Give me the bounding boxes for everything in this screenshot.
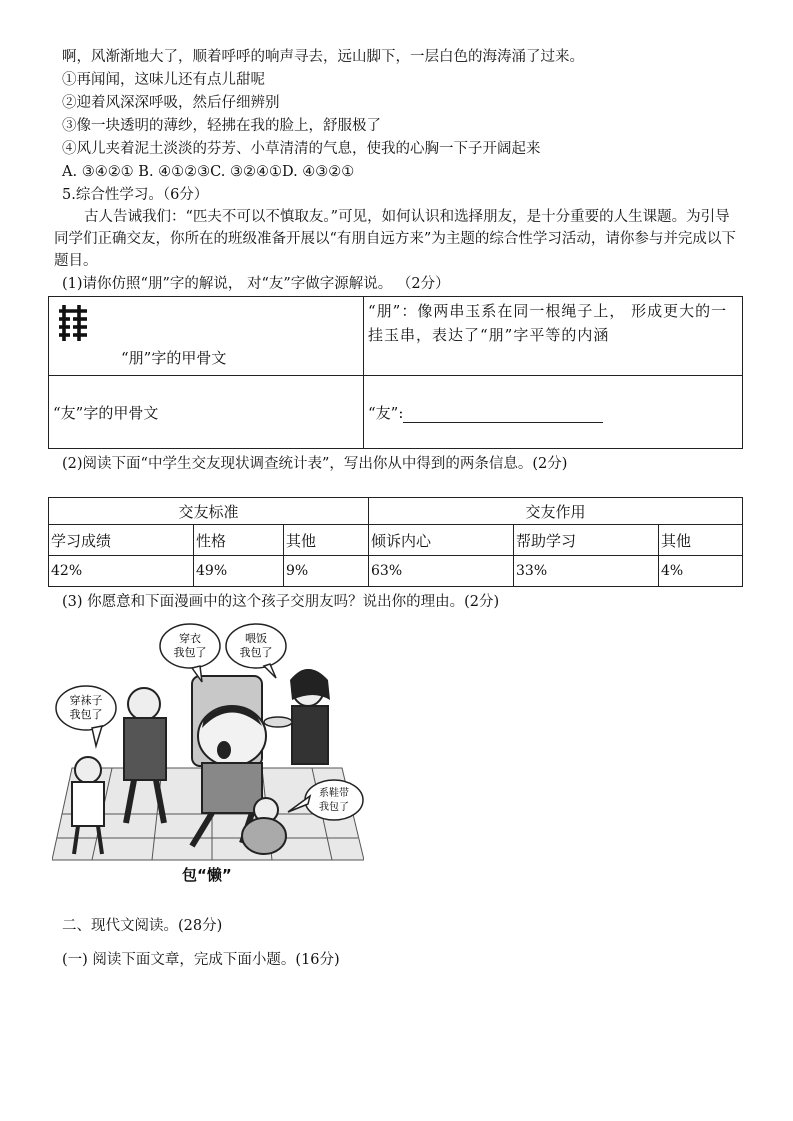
peng-cell	[49, 297, 364, 376]
intro-line: 啊，风渐渐地大了，顺着呼呼的响声寻去，远山脚下，一层白色的海涛涌了过来。	[62, 49, 584, 65]
option-item-3: ③像一块透明的薄纱，轻拂在我的脸上，舒服极了	[62, 118, 381, 134]
option-item-4: ④风儿夹着泥土淡淡的芬芳、小草清清的气息，使我的心胸一下子开阔起来	[62, 141, 541, 157]
value-cell: 42%	[49, 556, 194, 587]
col-header: 其他	[284, 525, 369, 556]
answer-blank[interactable]	[403, 406, 603, 423]
bubble-1-line-2: 我包了	[173, 646, 207, 659]
cartoon-caption: 包“懒”	[182, 866, 232, 884]
woman-figure	[264, 669, 330, 764]
speech-bubble-2	[226, 624, 286, 678]
bubble-2-line-1: 喂饭	[245, 632, 267, 645]
col-header: 性格	[194, 525, 284, 556]
section-2-subtitle: (一) 阅读下面文章，完成下面小题。(16分)	[62, 952, 340, 968]
peng-oracle-glyph-icon	[57, 303, 91, 343]
peng-definition-cell	[364, 297, 743, 376]
bubble-3-line-1: 穿袜子	[69, 694, 103, 707]
bubble-2-line-2: 我包了	[239, 646, 273, 659]
survey-table	[48, 497, 743, 587]
you-answer-cell	[364, 376, 743, 449]
q5-title: 5.综合性学习。（6分）	[62, 187, 209, 203]
value-cell: 9%	[284, 556, 369, 587]
speech-bubble-3	[56, 686, 116, 746]
answer-options: A. ③④②① B. ④①②③C. ③②④①D. ④③②①	[62, 164, 355, 180]
character-table	[48, 296, 743, 449]
col-header: 学习成绩	[49, 525, 194, 556]
value-cell: 63%	[369, 556, 514, 587]
value-cell: 33%	[514, 556, 659, 587]
value-cell: 49%	[194, 556, 284, 587]
bubble-4-line-2: 我包了	[319, 802, 349, 813]
q2-text: (2)阅读下面“中学生交友现状调查统计表”，写出你从中得到的两条信息。(2分)	[62, 456, 568, 472]
peng-label: “朋”字的甲骨文	[121, 349, 227, 367]
option-item-1: ①再闻闻，这味儿还有点儿甜呢	[62, 72, 265, 88]
bubble-1-line-1: 穿衣	[179, 632, 201, 645]
you-label-cell	[49, 376, 364, 449]
bubble-4-line-1: 系鞋带	[319, 788, 349, 799]
you-label: “友”字的甲骨文	[53, 403, 159, 422]
q3-text: (3) 你愿意和下面漫画中的这个孩子交朋友吗？说出你的理由。(2分)	[62, 594, 500, 610]
col-header: 帮助学习	[514, 525, 659, 556]
group-header-effect: 交友作用	[369, 498, 743, 525]
option-item-2: ②迎着风深深呼吸，然后仔细辨别	[62, 95, 280, 111]
q1-text: (1)请你仿照“朋”字的解说， 对“友”字做字源解说。 （2分）	[62, 276, 450, 292]
q5-intro-paragraph	[54, 206, 744, 272]
speech-bubble-1	[160, 624, 220, 682]
you-prefix: “友”:	[368, 403, 404, 422]
col-header: 倾诉内心	[369, 525, 514, 556]
section-2-title: 二、现代文阅读。(28分)	[62, 918, 223, 934]
cartoon-illustration	[52, 618, 364, 888]
col-header: 其他	[659, 525, 743, 556]
peng-definition: “朋”：像两串玉系在同一根绳子上， 形成更大的一挂玉串，表达了“朋”字平等的内涵	[368, 302, 728, 344]
value-cell: 4%	[659, 556, 743, 587]
q5-intro-text: 古人告诫我们：“匹夫不可以不慎取友。”可见，如何认识和选择朋友，是十分重要的人生课题。为引导同学们正确交友，你所在的班级准备开展以“有朋自远方来”为主题的综合性学习活动，请你参与并完成以下题目。	[54, 209, 736, 269]
bubble-3-line-2: 我包了	[69, 708, 103, 721]
group-header-standard: 交友标准	[49, 498, 369, 525]
